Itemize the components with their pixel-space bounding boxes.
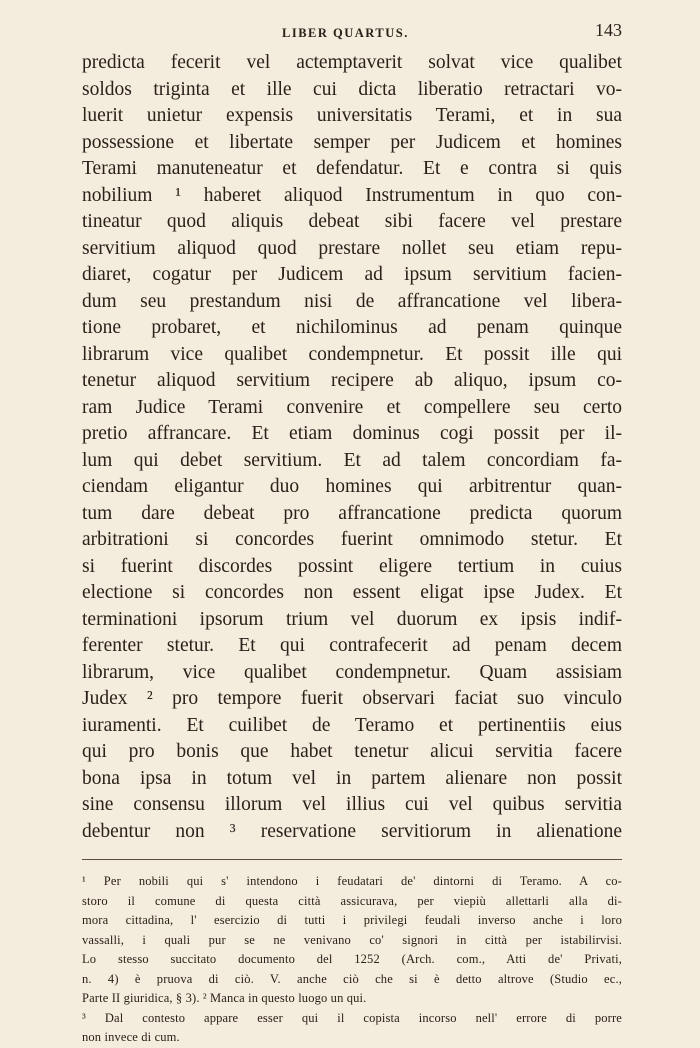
body-line: si fuerint discordes possint eligere tertium in cuius bbox=[82, 555, 622, 577]
body-line: predicta fecerit vel actemptaverit solvat vice qualibet bbox=[82, 52, 622, 73]
body-line: soldos triginta et ille cui dicta liberatio retractari vo- bbox=[82, 78, 622, 100]
body-line: Terami manuteneatur et defendatur. Et e contra si quis bbox=[82, 158, 622, 179]
footnote-3 bbox=[82, 1009, 622, 1048]
body-line: possessione et libertate semper per Judicem et homines bbox=[82, 131, 622, 153]
footnote-line: storo il comune di questa città assicurava, per viepiù allettarli alla di- bbox=[82, 893, 622, 908]
body-line: librarum vice qualibet condempnetur. Et possit ille qui bbox=[82, 343, 622, 365]
body-line: sine consensu illorum vel illius cui vel quibus servitia bbox=[82, 794, 622, 815]
body-line: debentur non ³ reservatione servitiorum in alienatione bbox=[82, 820, 622, 842]
body-line: ram Judice Terami convenire et compellere seu certo bbox=[82, 396, 622, 418]
body-line: tineatur quod aliquis debeat sibi facere vel prestare bbox=[82, 211, 622, 232]
body-line: pretio affrancare. Et etiam dominus cogi possit per il- bbox=[82, 423, 622, 444]
body-line: ferenter stetur. Et qui contrafecerit ad penam decem bbox=[82, 635, 622, 656]
body-line: lum qui debet servitium. Et ad talem concordiam fa- bbox=[82, 449, 622, 471]
body-line: tione probaret, et nichilominus ad penam quinque bbox=[82, 317, 622, 338]
page-header bbox=[82, 18, 622, 44]
body-line: tum dare debeat pro affrancatione predicta quorum bbox=[82, 502, 622, 524]
body-line: tenetur aliquod servitium recipere ab aliquo, ipsum co- bbox=[82, 370, 622, 391]
footnote-line: ³ Dal contesto appare esser qui il copista incorso nell' errore di porre bbox=[82, 1010, 622, 1025]
footnote-1-2 bbox=[82, 872, 622, 1009]
body-line: iuramenti. Et cuilibet de Teramo et pertinentiis eius bbox=[82, 714, 622, 736]
body-line: electione si concordes non essent eligat ipse Judex. Et bbox=[82, 582, 622, 603]
body-line: ciendam eligantur duo homines qui arbitrentur quan- bbox=[82, 476, 622, 497]
footnote-line: non invece di cum. bbox=[82, 1030, 180, 1044]
body-line: diaret, cogatur per Judicem ad ipsum servitium facien- bbox=[82, 264, 622, 285]
footnote-line: n. 4) è pruova di ciò. V. anche ciò che si è detto altrove (Studio ec., bbox=[82, 971, 622, 986]
body-line: qui pro bonis que habet tenetur alicui servitia facere bbox=[82, 741, 622, 762]
body-line: librarum, vice qualibet condempnetur. Quam assisiam bbox=[82, 661, 622, 683]
book-page bbox=[82, 18, 622, 1048]
running-title: LIBER QUARTUS. bbox=[282, 26, 409, 40]
footnote-line: ¹ Per nobili qui s' intendono i feudatari de' dintorni di Teramo. A co- bbox=[82, 874, 622, 888]
body-line: Judex ² pro tempore fuerit observari faciat suo vinculo bbox=[82, 688, 622, 709]
body-line: servitium aliquod quod prestare nollet seu etiam repu- bbox=[82, 237, 622, 259]
body-line: bona ipsa in totum vel in partem alienare non possit bbox=[82, 767, 622, 789]
footnote-line: Lo stesso succitato documento del 1252 (Arch. com., Atti de' Privati, bbox=[82, 952, 622, 966]
page-number: 143 bbox=[595, 20, 622, 40]
footnote-line: mora cittadina, l' esercizio di tutti i privilegi feudali inverso anche i loro bbox=[82, 913, 622, 927]
body-line: terminationi ipsorum trium vel duorum ex ipsis indif- bbox=[82, 608, 622, 630]
body-text bbox=[82, 50, 622, 845]
body-line: luerit unietur expensis universitatis Terami, et in sua bbox=[82, 105, 622, 126]
body-line: arbitrationi si concordes fuerint omnimodo stetur. Et bbox=[82, 529, 622, 550]
footnote-line: vassalli, i quali pur se ne venivano co' signori in città per istabilirvisi. bbox=[82, 932, 622, 947]
body-line: dum seu prestandum nisi de affrancatione vel libera- bbox=[82, 290, 622, 312]
body-line: nobilium ¹ haberet aliquod Instrumentum in quo con- bbox=[82, 184, 622, 206]
footnotes bbox=[82, 872, 622, 1048]
footnote-divider bbox=[82, 859, 622, 860]
footnote-line: Parte II giuridica, § 3). ² Manca in questo luogo un qui. bbox=[82, 991, 367, 1005]
